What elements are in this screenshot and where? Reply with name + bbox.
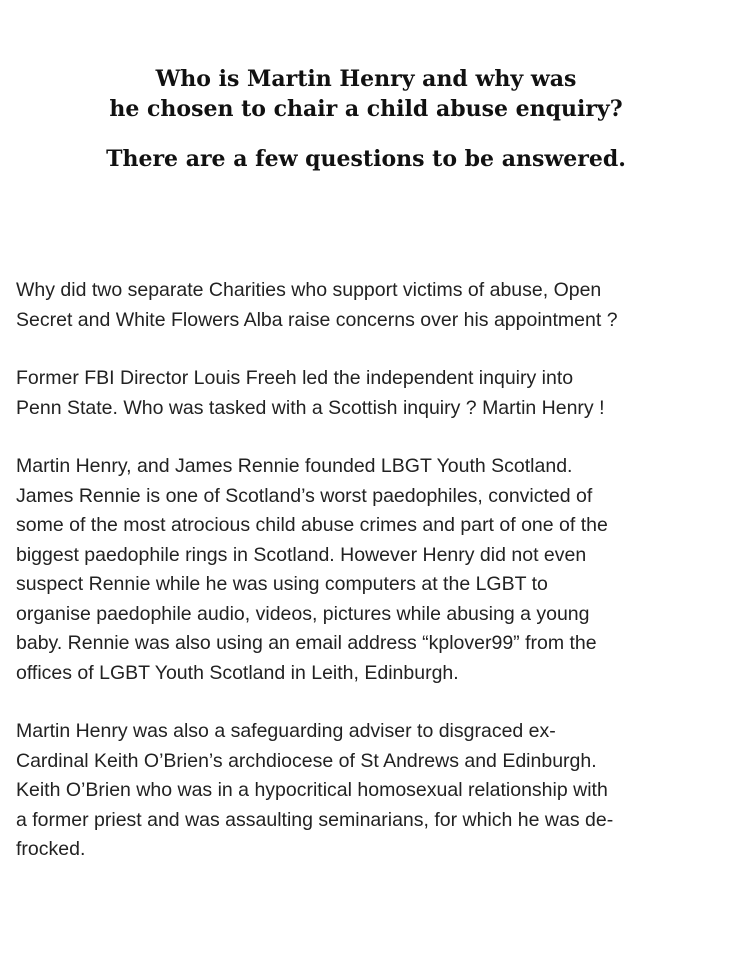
paragraph-line: Martin Henry was also a safeguarding adviser to disgraced ex- bbox=[16, 720, 556, 742]
paragraph-charities-concerns bbox=[16, 276, 720, 335]
paragraph-line: some of the most atrocious child abuse crimes and part of one of the bbox=[16, 514, 608, 536]
paragraph-line: Former FBI Director Louis Freeh led the independent inquiry into bbox=[16, 367, 574, 389]
paragraph-line: Martin Henry, and James Rennie founded LBGT Youth Scotland. bbox=[16, 455, 573, 477]
paragraph-line: Penn State. Who was tasked with a Scottish inquiry ? Martin Henry ! bbox=[16, 396, 605, 419]
paragraph-line: suspect Rennie while he was using computers at the LGBT to bbox=[16, 573, 548, 595]
paragraph-safeguarding-adviser bbox=[16, 717, 720, 865]
paragraph-line: Why did two separate Charities who support victims of abuse, Open bbox=[16, 279, 602, 301]
paragraph-line: Keith O’Brien who was in a hypocritical homosexual relationship with bbox=[16, 779, 608, 801]
subtitle: There are a few questions to be answered. bbox=[106, 146, 626, 172]
title-line-2: he chosen to chair a child abuse enquiry? bbox=[109, 96, 623, 122]
paragraph-line: baby. Rennie was also using an email address “kplover99” from the bbox=[16, 632, 597, 654]
paragraph-line: James Rennie is one of Scotland’s worst paedophiles, convicted of bbox=[16, 484, 593, 507]
paragraph-line: frocked. bbox=[16, 838, 86, 860]
paragraph-line: a former priest and was assaulting seminarians, for which he was de- bbox=[16, 808, 614, 831]
document-header bbox=[0, 64, 732, 174]
paragraph-line: offices of LGBT Youth Scotland in Leith, Edinburgh. bbox=[16, 661, 459, 684]
paragraph-line: Secret and White Flowers Alba raise concerns over his appointment ? bbox=[16, 308, 618, 331]
paragraph-line: biggest paedophile rings in Scotland. However Henry did not even bbox=[16, 543, 587, 566]
paragraph-penn-state bbox=[16, 364, 720, 423]
paragraph-line: organise paedophile audio, videos, pictures while abusing a young bbox=[16, 602, 590, 625]
paragraph-lgbt-youth-scotland bbox=[16, 452, 720, 688]
paragraph-line: Cardinal Keith O’Brien’s archdiocese of St Andrews and Edinburgh. bbox=[16, 749, 597, 772]
article-body bbox=[16, 276, 720, 894]
title-line-1: Who is Martin Henry and why was bbox=[155, 66, 577, 92]
